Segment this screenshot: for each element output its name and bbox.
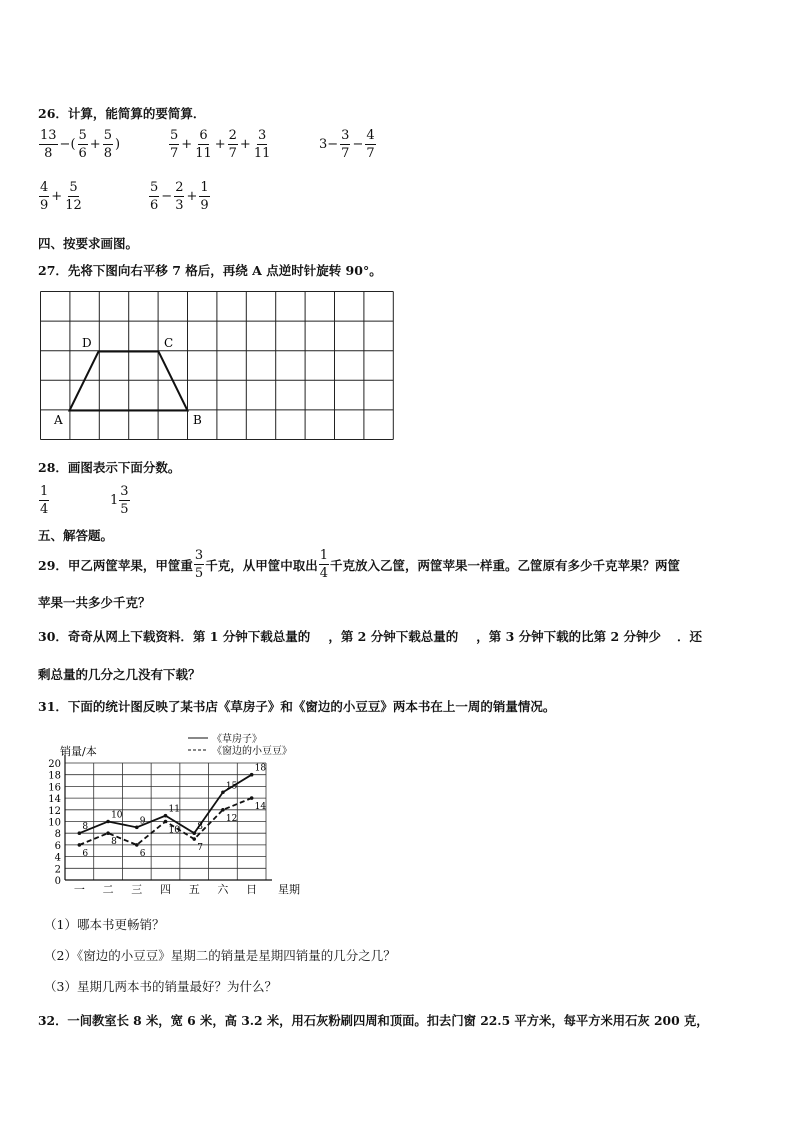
q26-expr5: [148, 180, 211, 213]
q30-text: 30．奇奇从网上下载资料．第 1 分钟下载总量的: [38, 629, 311, 644]
data-point: [250, 796, 254, 800]
q26-expr3: [318, 128, 377, 161]
fraction-numerator: 4: [366, 128, 375, 143]
data-label: 15: [225, 781, 238, 792]
data-label: 6: [139, 848, 146, 859]
q30-text: ，第 2 分钟下载总量的: [328, 629, 459, 644]
fraction-numerator: 5: [78, 128, 87, 143]
section-heading: 五、解答题。: [38, 528, 114, 543]
q31-sub1: （1）哪本书更畅销？: [44, 917, 165, 932]
fraction-numerator: 5: [170, 128, 179, 143]
data-label: 7: [197, 843, 203, 854]
y-tick-label: 20: [48, 759, 61, 770]
fraction-numerator: 1: [40, 484, 49, 499]
fraction-denominator: 9: [200, 198, 209, 213]
fraction-numerator: 13: [40, 128, 57, 143]
fraction-numerator: 2: [175, 180, 184, 195]
y-tick-label: 4: [54, 852, 61, 864]
fraction-denominator: 5: [120, 502, 129, 517]
data-label: 12: [225, 813, 238, 824]
y-tick-label: 0: [54, 876, 61, 887]
fraction-numerator: 5: [103, 128, 112, 143]
fraction-numerator: 1: [319, 548, 328, 563]
point-label-a: A: [54, 413, 63, 427]
fraction-denominator: 7: [341, 146, 350, 161]
fraction-denominator: 9: [40, 198, 49, 213]
data-point: [78, 831, 82, 835]
operator: +: [239, 137, 251, 152]
y-tick-label: 6: [54, 840, 61, 852]
fraction-numerator: 5: [69, 180, 78, 195]
q29-line2: 苹果一共多少千克？: [38, 595, 151, 610]
data-point: [78, 843, 82, 847]
q32-text: 32．一间教室长 8 米，宽 6 米，高 3.2 米，用石灰粉刷四周和顶面。扣去门窗 22.5 平方米，每平方米用石灰 200 克，: [38, 1013, 709, 1028]
operator: +: [214, 137, 226, 152]
fraction-denominator: 8: [44, 146, 53, 161]
fraction-numerator: 3: [341, 128, 350, 143]
fraction-denominator: 6: [78, 146, 87, 161]
data-label: 18: [254, 763, 267, 774]
data-point: [221, 808, 225, 812]
q31-title: 31．下面的统计图反映了某书店《草房子》和《窗边的小豆豆》两本书在上一周的销量情况。: [38, 699, 556, 714]
data-point: [192, 831, 196, 835]
data-point: [135, 843, 139, 847]
data-point: [221, 790, 225, 794]
fraction-numerator: 3: [194, 548, 204, 563]
q29-text: 千克放入乙筐，两筐苹果一样重。乙筐原有多少千克苹果？两筐: [329, 557, 680, 573]
operator: +: [186, 189, 198, 204]
data-point: [106, 820, 110, 824]
operator: −: [352, 137, 364, 152]
fraction-denominator: 4: [40, 502, 49, 517]
x-tick-label: 日: [246, 883, 258, 896]
line-chart: [40, 725, 310, 897]
x-axis-label: 星期: [278, 883, 300, 896]
q31-sub3: （3）星期几两本书的销量最好？为什么？: [44, 979, 277, 994]
data-point: [164, 814, 168, 818]
operator: ): [114, 137, 121, 152]
q28-fraction-2: [110, 484, 131, 517]
operator: 3−: [319, 137, 339, 152]
q26-expr4: [38, 180, 84, 213]
data-point: [106, 831, 110, 835]
y-axis-label: 销量/本: [60, 745, 97, 758]
q28-fraction-1: [38, 484, 50, 517]
fraction-numerator: 5: [150, 180, 159, 195]
fraction-numerator: 3: [120, 484, 129, 499]
y-tick-label: 16: [48, 782, 61, 794]
y-tick-label: 10: [48, 817, 61, 829]
fraction-denominator: 4: [319, 566, 328, 581]
y-tick-label: 12: [48, 805, 61, 817]
operator: +: [89, 137, 101, 152]
q30-line2: 剩总量的几分之几没有下载？: [38, 667, 201, 682]
data-point: [135, 826, 139, 830]
fraction-denominator: 12: [65, 198, 82, 213]
x-tick-label: 二: [102, 883, 114, 896]
data-point: [164, 820, 168, 824]
legend-label-1: 《草房子》: [212, 734, 262, 745]
operator: +: [181, 137, 193, 152]
x-tick-label: 四: [160, 883, 171, 896]
q26-expr2: [168, 128, 272, 161]
data-label: 8: [82, 822, 89, 833]
mixed-whole: 1: [110, 493, 119, 508]
section-heading: 四、按要求画图。: [38, 236, 139, 251]
fraction-numerator: 1: [200, 180, 209, 195]
operator: −: [161, 189, 173, 204]
point-label-d: D: [82, 336, 92, 350]
x-tick-label: 三: [131, 883, 143, 896]
fraction-denominator: 6: [150, 198, 159, 213]
data-label: 14: [254, 802, 267, 813]
point-label-b: B: [193, 413, 202, 427]
q30-text: ，第 3 分钟下载的比第 2 分钟少: [476, 629, 662, 644]
q30-text: ．还: [677, 629, 703, 644]
q29-text: 29．甲乙两筐苹果，甲筐重: [38, 557, 193, 573]
y-tick-label: 18: [48, 770, 61, 782]
q27-title: 27．先将下图向右平移 7 格后，再绕 A 点逆时针旋转 90°。: [38, 263, 382, 278]
fraction-numerator: 4: [40, 180, 49, 195]
fraction-denominator: 7: [366, 146, 375, 161]
q29-line1: [38, 548, 680, 581]
grid-lines: [41, 292, 394, 440]
x-tick-label: 一: [73, 883, 85, 896]
y-tick-label: 2: [54, 864, 61, 876]
legend-label-2: 《窗边的小豆豆》: [212, 746, 292, 757]
fraction-numerator: 3: [257, 128, 267, 143]
x-tick-label: 六: [217, 883, 229, 896]
fraction-denominator: 7: [170, 146, 179, 161]
q30-line1: [38, 627, 702, 645]
fraction-numerator: 6: [199, 128, 208, 143]
q28-title: 28．画图表示下面分数。: [38, 460, 181, 475]
data-label: 9: [139, 816, 146, 827]
y-tick-label: 8: [54, 829, 61, 841]
data-point: [192, 837, 196, 841]
q29-text: 千克，从甲筐中取出: [205, 557, 318, 573]
q26-expr1: [38, 128, 121, 161]
fraction-numerator: 2: [228, 128, 237, 143]
data-label: 8: [111, 837, 117, 848]
fraction-denominator: 8: [103, 146, 112, 161]
data-label: 6: [82, 848, 89, 859]
data-label: 8: [197, 822, 203, 833]
fraction-denominator: 11: [195, 146, 212, 161]
q31-sub2: （2）《窗边的小豆豆》星期二的销量是星期四销量的几分之几？: [44, 948, 396, 963]
point-label-c: C: [164, 336, 174, 350]
fraction-denominator: 3: [175, 198, 184, 213]
y-tick-label: 14: [48, 794, 61, 806]
x-tick-label: 五: [188, 883, 200, 896]
data-point: [250, 773, 254, 777]
chart-ticks: [48, 759, 257, 896]
grid-figure: [40, 291, 394, 442]
fraction-denominator: 5: [194, 566, 204, 581]
operator: +: [51, 189, 63, 204]
fraction-denominator: 11: [253, 146, 271, 161]
data-label: 10: [111, 810, 123, 821]
data-label: 11: [168, 804, 180, 815]
operator: −(: [59, 137, 76, 152]
fraction-denominator: 7: [228, 146, 237, 161]
data-label: 10: [168, 825, 180, 836]
q26-title: 26．计算，能简算的要简算．: [38, 106, 206, 121]
